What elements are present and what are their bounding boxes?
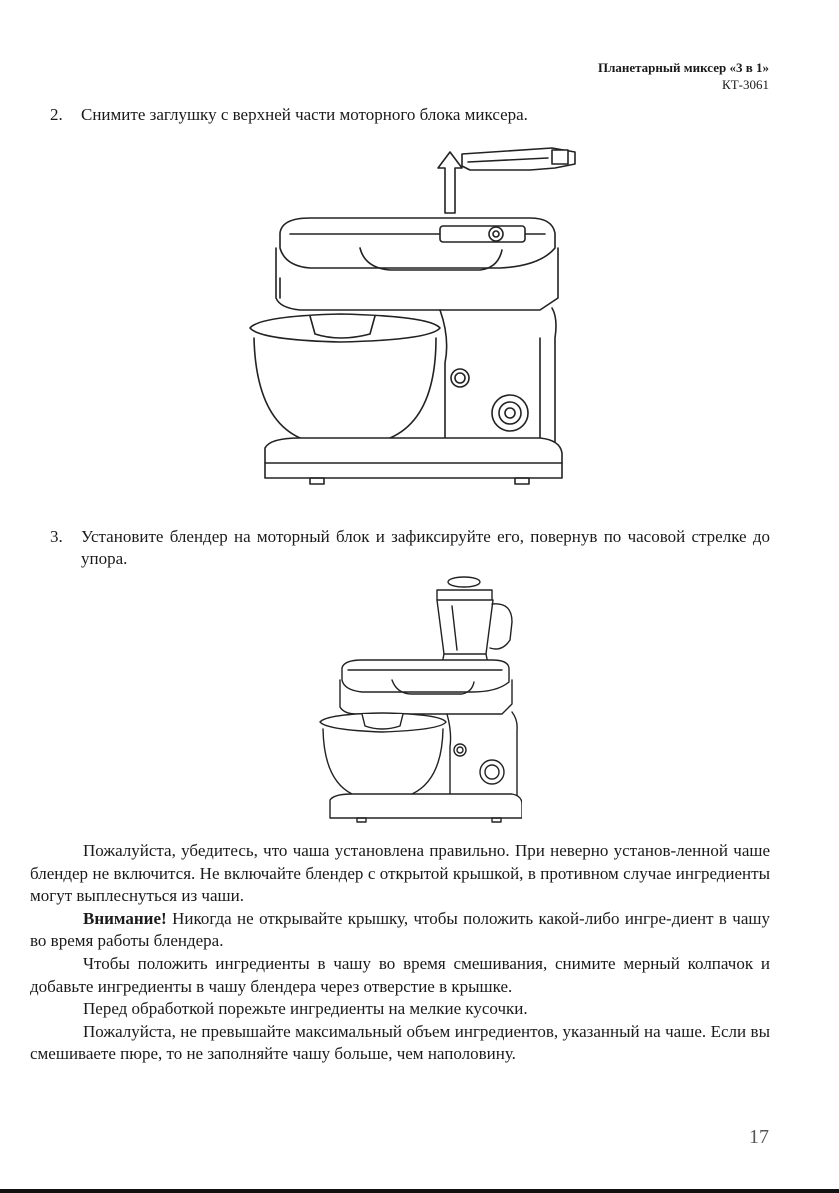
warning-text: Никогда не открывайте крышку, чтобы положить какой-либо ингре-диент в чашу во время работы блендера. [30, 908, 770, 951]
step-2 [50, 104, 770, 126]
step-text: Снимите заглушку с верхней части моторного блока миксера. [81, 105, 528, 124]
product-title: Планетарный миксер «3 в 1» [597, 60, 769, 75]
instructions-text [30, 840, 770, 1066]
paragraph-max-volume: Пожалуйста, не превышайте максимальный объем ингредиентов, указанный на чаше. Если вы смешиваете пюре, то не заполняйте чашу больше, чем наполовину. [30, 1021, 770, 1064]
blender-installation-illustration [312, 572, 522, 827]
model-number: КТ-3061 [722, 77, 769, 92]
step-3 [50, 526, 770, 570]
step-number: 2. [50, 105, 63, 124]
page-number: 17 [749, 1126, 769, 1148]
warning-label: Внимание! [83, 908, 167, 928]
step-text: Установите блендер на моторный блок и зафиксируйте его, повернув по часовой стрелке до упора. [81, 527, 770, 568]
step-number: 3. [50, 527, 63, 546]
paragraph-bowl-check: Пожалуйста, убедитесь, что чаша установлена правильно. При неверно установ-ленной чаше блендер не включится. Не включайте блендер с открытой крышкой, в противном случае ингредиенты могут выплеснуться из чаши. [30, 841, 770, 906]
mixer-plug-removal-illustration [240, 138, 580, 508]
paragraph-adding-ingredients: Чтобы положить ингредиенты в чашу во время смешивания, снимите мерный колпачок и добавьте ингредиенты в чашу блендера через отверстие в крышке. [30, 953, 770, 996]
bottom-border [0, 1189, 839, 1193]
paragraph-warning [30, 908, 770, 953]
page-header [598, 59, 769, 93]
paragraph-cut-ingredients: Перед обработкой порежьте ингредиенты на мелкие кусочки. [83, 999, 528, 1019]
